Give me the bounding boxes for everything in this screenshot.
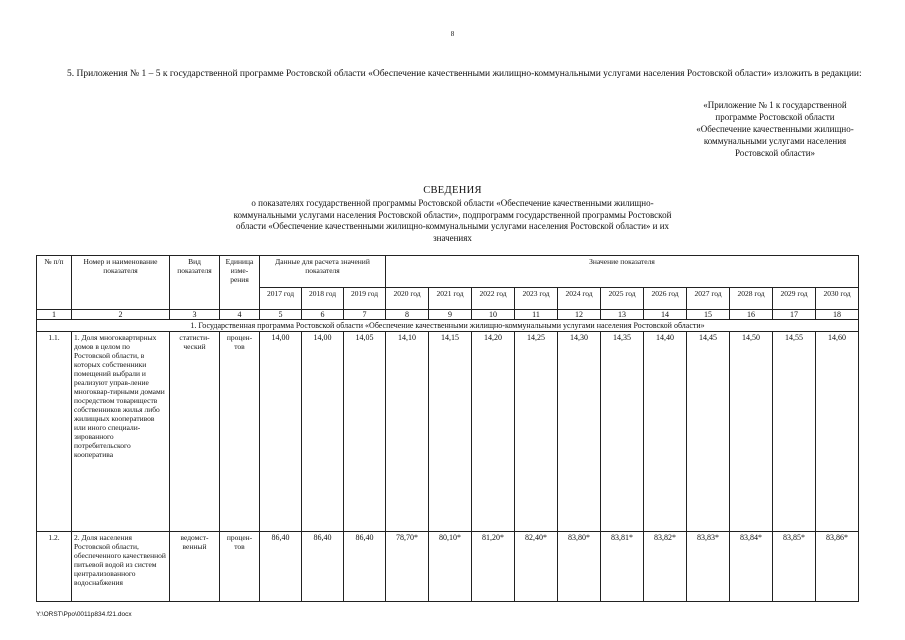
- document-title: СВЕДЕНИЯ: [423, 185, 482, 196]
- header-unit: Единица изме-рения: [220, 256, 260, 310]
- indicator-value: 14,50: [730, 332, 773, 532]
- column-number: 17: [773, 310, 816, 320]
- year-header: 2029 год: [773, 288, 816, 310]
- indicator-value: 14,10: [386, 332, 429, 532]
- indicator-name: 2. Доля населения Ростовской области, обеспеченного качественной питьевой водой из систем централизованного водоснабжения: [72, 532, 170, 602]
- year-header: 2017 год: [260, 288, 302, 310]
- table-row: [37, 532, 859, 602]
- page-number: 8: [450, 30, 455, 38]
- indicator-type: статисти-ческий: [170, 332, 220, 532]
- column-number: 8: [386, 310, 429, 320]
- year-header: 2030 год: [816, 288, 859, 310]
- section-row: [37, 320, 859, 332]
- table-body: [37, 310, 859, 602]
- column-number: 3: [170, 310, 220, 320]
- indicator-value: 82,40*: [515, 532, 558, 602]
- column-number: 12: [558, 310, 601, 320]
- footer-file-path: Y:\ORST\Ppo\0011p834.f21.docx: [36, 611, 132, 618]
- column-number: 7: [344, 310, 386, 320]
- indicator-value: 14,40: [644, 332, 687, 532]
- indicator-value: 14,30: [558, 332, 601, 532]
- year-header: 2027 год: [687, 288, 730, 310]
- column-number: 6: [302, 310, 344, 320]
- indicator-value: 83,80*: [558, 532, 601, 602]
- indicator-unit: процен-тов: [220, 332, 260, 532]
- year-header: 2022 год: [472, 288, 515, 310]
- year-header: 2025 год: [601, 288, 644, 310]
- year-header: 2028 год: [730, 288, 773, 310]
- year-header: 2024 год: [558, 288, 601, 310]
- year-header: 2026 год: [644, 288, 687, 310]
- intro-paragraph: 5. Приложения № 1 – 5 к государственной программе Ростовской области «Обеспечение качественными жилищно-коммунальными услугами населения Ростовской области» изложить в редакции:: [67, 69, 862, 79]
- header-num: № п/п: [37, 256, 72, 310]
- indicator-type: ведомст-венный: [170, 532, 220, 602]
- year-header: 2019 год: [344, 288, 386, 310]
- indicator-value: 83,85*: [773, 532, 816, 602]
- indicators-table: [36, 255, 859, 602]
- indicator-value: 80,10*: [429, 532, 472, 602]
- indicator-value: 86,40: [344, 532, 386, 602]
- column-number: 5: [260, 310, 302, 320]
- column-number: 16: [730, 310, 773, 320]
- indicator-unit: процен-тов: [220, 532, 260, 602]
- column-number: 2: [72, 310, 170, 320]
- indicator-value: 14,45: [687, 332, 730, 532]
- document-subtitle: о показателях государственной программы Ростовской области «Обеспечение качественными жилищно-коммунальными услугами населения Ростовской области», подпрограмм государственной программы Ростовской области «Обеспечение качественными жилищно-коммунальными услугами населения Ростовской области» и их значениях: [233, 198, 672, 243]
- indicator-value: 14,35: [601, 332, 644, 532]
- column-number: 10: [472, 310, 515, 320]
- header-type: Вид показателя: [170, 256, 220, 310]
- indicator-value: 81,20*: [472, 532, 515, 602]
- indicator-value: 83,86*: [816, 532, 859, 602]
- indicator-value: 86,40: [260, 532, 302, 602]
- indicator-value: 14,05: [344, 332, 386, 532]
- indicator-value: 14,60: [816, 332, 859, 532]
- indicator-name: 1. Доля многоквартирных домов в целом по Ростовской области, в которых собственники помещений выбрали и реализуют управ-ление многоквар-тирными домами посредством товариществ собственников жилья либо жилищных кооперативов или иного специали-зированного потребительского кооператива: [72, 332, 170, 532]
- year-header: 2023 год: [515, 288, 558, 310]
- year-header: 2020 год: [386, 288, 429, 310]
- year-header: 2018 год: [302, 288, 344, 310]
- indicator-value: 14,15: [429, 332, 472, 532]
- header-values: Значение показателя: [386, 256, 859, 288]
- indicator-value: 14,55: [773, 332, 816, 532]
- indicator-value: 86,40: [302, 532, 344, 602]
- indicator-value: 14,00: [302, 332, 344, 532]
- indicator-value: 14,25: [515, 332, 558, 532]
- appendix-note: «Приложение № 1 к государственной программе Ростовской области «Обеспечение качественными жилищно-коммунальными услугами населения Ростовской области»: [696, 100, 854, 158]
- row-number: 1.2.: [37, 532, 72, 602]
- column-number: 1: [37, 310, 72, 320]
- column-number: 11: [515, 310, 558, 320]
- indicator-value: 83,84*: [730, 532, 773, 602]
- header-base: Данные для расчета значений показателя: [260, 256, 386, 288]
- indicator-value: 78,70*: [386, 532, 429, 602]
- column-number: 9: [429, 310, 472, 320]
- indicator-value: 83,81*: [601, 532, 644, 602]
- header-name: Номер и наименование показателя: [72, 256, 170, 310]
- indicator-value: 83,83*: [687, 532, 730, 602]
- column-number: 15: [687, 310, 730, 320]
- section-title: 1. Государственная программа Ростовской области «Обеспечение качественными жилищно-коммунальными услугами населения Ростовской области»: [37, 320, 859, 332]
- column-number: 4: [220, 310, 260, 320]
- header-row: [37, 256, 859, 288]
- indicator-value: 14,00: [260, 332, 302, 532]
- column-number-row: [37, 310, 859, 320]
- column-number: 18: [816, 310, 859, 320]
- table-row: [37, 332, 859, 532]
- indicator-value: 83,82*: [644, 532, 687, 602]
- column-number: 13: [601, 310, 644, 320]
- column-number: 14: [644, 310, 687, 320]
- row-number: 1.1.: [37, 332, 72, 532]
- indicator-value: 14,20: [472, 332, 515, 532]
- year-header: 2021 год: [429, 288, 472, 310]
